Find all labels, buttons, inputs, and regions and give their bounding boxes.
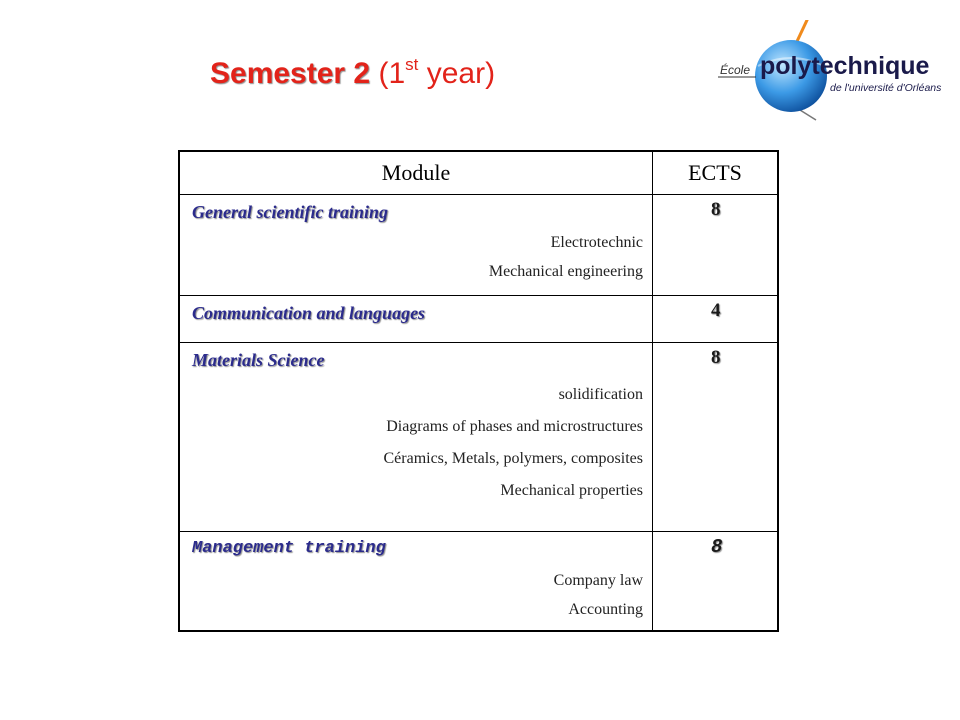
module-cell (179, 195, 653, 296)
ects-value: 8 (711, 347, 721, 368)
table-header-row (179, 151, 778, 195)
title-superscript: st (405, 55, 419, 74)
ects-value: 8 (711, 199, 721, 220)
ects-cell (653, 532, 779, 631)
ects-cell (653, 296, 779, 343)
school-logo (716, 20, 956, 130)
header-module: Module (179, 151, 653, 195)
module-item: Mechanical properties (500, 482, 643, 499)
ects-value: 8 (711, 536, 723, 558)
module-item: Electrotechnic (550, 234, 643, 251)
module-item: Diagrams of phases and microstructures (386, 418, 643, 435)
module-item: Company law (553, 572, 643, 589)
slide-title (210, 54, 495, 94)
module-cell (179, 343, 653, 532)
module-category: Materials Science (192, 350, 325, 370)
logo-name: polytechnique (760, 52, 930, 80)
table-row (179, 343, 778, 532)
module-item: Céramics, Metals, polymers, composites (383, 450, 643, 467)
module-category: General scientific training (192, 202, 389, 222)
table-row (179, 532, 778, 631)
logo-subtitle: de l'université d'Orléans (830, 82, 942, 94)
ects-cell (653, 343, 779, 532)
table-row (179, 195, 778, 296)
module-category: Management training (192, 539, 386, 558)
ects-value: 4 (711, 300, 721, 321)
title-paren-open: (1 (378, 57, 406, 90)
header-ects: ECTS (653, 151, 779, 195)
module-cell (179, 296, 653, 343)
title-paren-close: year) (418, 57, 496, 90)
title-main: Semester 2 (210, 57, 371, 90)
logo-prefix: École (720, 63, 751, 77)
ects-cell (653, 195, 779, 296)
module-item: Mechanical engineering (488, 263, 643, 280)
module-item: Accounting (568, 601, 643, 618)
table-row (179, 296, 778, 343)
module-category: Communication and languages (192, 303, 426, 323)
modules-table (178, 150, 779, 632)
module-cell (179, 532, 653, 631)
module-item: solidification (558, 386, 643, 403)
